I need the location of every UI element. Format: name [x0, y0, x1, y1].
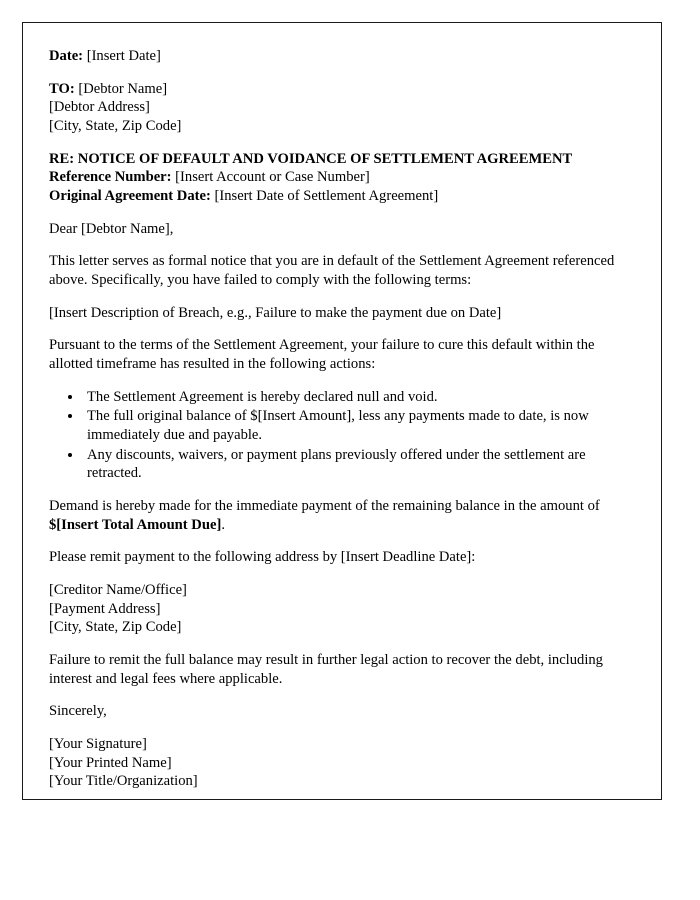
letter-sheet — [22, 22, 662, 800]
date-value: [Insert Date] — [86, 48, 161, 64]
reference-value: [Insert Account or Case Number] — [175, 169, 370, 186]
subject-line: RE: NOTICE OF DEFAULT AND VOIDANCE OF SETTLEMENT AGREEMENT — [49, 150, 573, 167]
date-line — [49, 47, 631, 66]
salutation: Dear [Debtor Name], — [49, 220, 174, 237]
original-agreement-line — [49, 187, 631, 206]
recipient-citystatezip: [City, State, Zip Code] — [49, 118, 182, 135]
signature-line-1: [Your Signature] — [49, 736, 147, 753]
list-item: • The Settlement Agreement is hereby declared null and void. — [83, 388, 631, 407]
list-item: • The full original balance of $[Insert Amount], less any payments made to date, is now immediately due and payable. — [83, 407, 631, 444]
remit-instruction: Please remit payment to the following address by [Insert Deadline Date]: — [49, 549, 476, 566]
breach-description: [Insert Description of Breach, e.g., Failure to make the payment due on Date] — [49, 304, 502, 321]
reference-label: Reference Number: — [49, 169, 172, 186]
warning-paragraph: Failure to remit the full balance may result in further legal action to recover the debt, including interest and legal fees where applicable. — [49, 652, 603, 687]
to-label: TO: — [49, 80, 75, 97]
recipient-address: [Debtor Address] — [49, 99, 150, 116]
paragraph-2: Pursuant to the terms of the Settlement Agreement, your failure to cure this default within the allotted timeframe has resulted in the following actions: — [49, 337, 595, 373]
letter-body — [49, 47, 631, 800]
payment-address-line-1: [Creditor Name/Office] — [49, 582, 187, 599]
demand-amount: $[Insert Total Amount Due] — [49, 516, 222, 533]
demand-paragraph — [49, 497, 631, 534]
recipient-name: [Debtor Name] — [78, 80, 168, 97]
signature-line-3: [Your Title/Organization] — [49, 773, 198, 790]
signature-block — [49, 735, 631, 791]
recipient-name-line — [49, 80, 631, 99]
reference-line — [49, 168, 631, 187]
demand-prefix: Demand is hereby made for the immediate payment of the remaining balance in the amount of — [49, 498, 600, 515]
list-item: • Any discounts, waivers, or payment plans previously offered under the settlement are retracted. — [83, 446, 631, 483]
payment-address-line-2: [Payment Address] — [49, 600, 161, 617]
paragraph-1: This letter serves as formal notice that you are in default of the Settlement Agreement referenced above. Specifically, you have failed to comply with the following terms: — [49, 253, 615, 289]
payment-address-block — [49, 581, 631, 637]
original-agreement-label: Original Agreement Date: — [49, 188, 211, 205]
closing: Sincerely, — [49, 703, 107, 720]
payment-address-line-3: [City, State, Zip Code] — [49, 619, 182, 636]
consequences-list — [49, 388, 631, 483]
subject-block — [49, 150, 631, 206]
original-agreement-value: [Insert Date of Settlement Agreement] — [214, 188, 439, 205]
recipient-block — [49, 80, 631, 136]
signature-line-2: [Your Printed Name] — [49, 754, 172, 771]
demand-suffix: . — [221, 516, 225, 533]
date-label: Date: — [49, 48, 84, 64]
